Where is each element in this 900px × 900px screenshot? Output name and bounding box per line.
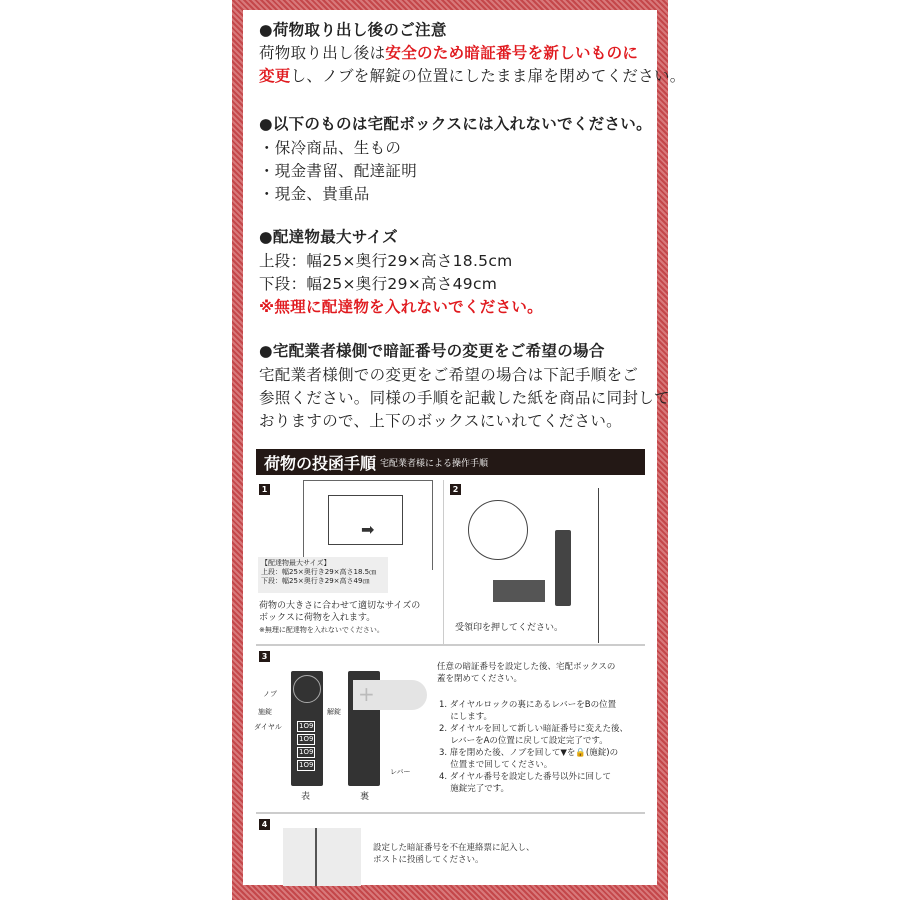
list-item: ・保冷商品、生もの bbox=[259, 139, 402, 157]
knob-icon bbox=[293, 675, 321, 703]
heading-prohibited: ●以下のものは宅配ボックスには入れないでください。 bbox=[259, 115, 652, 133]
upper-size: 上段：幅25×奥行29×高さ18.5cm bbox=[259, 252, 513, 270]
step1-note: ※無理に配達物を入れないでください。 bbox=[259, 626, 384, 634]
photo-fold bbox=[315, 828, 317, 886]
step4-text: ポストに投函してください。 bbox=[373, 855, 484, 865]
heading-code-change: ●宅配業者様側で暗証番号の変更をご希望の場合 bbox=[259, 342, 605, 360]
code-change-line: おりますので、上下のボックスにいれてください。 bbox=[259, 412, 622, 430]
procedure-subtitle: 宅配業者様による操作手順 bbox=[380, 459, 489, 469]
dial-value: 1O9 bbox=[299, 748, 314, 756]
hand-stamp-illustration bbox=[468, 500, 528, 560]
label-knob: ノブ bbox=[263, 690, 277, 698]
door-edge-illustration bbox=[598, 488, 599, 643]
code-change-line: 宅配業者様側での変更をご希望の場合は下記手順をご bbox=[259, 366, 639, 384]
divider bbox=[256, 812, 645, 814]
striped-border-frame bbox=[232, 0, 686, 900]
text: 荷物取り出し後は bbox=[259, 44, 386, 62]
size-info-box bbox=[258, 557, 388, 593]
red-emphasis: 変更 bbox=[259, 67, 291, 85]
dial-value: 1O9 bbox=[299, 735, 314, 743]
label-dial: ダイヤル bbox=[254, 723, 282, 731]
heading-max-size: ●配達物最大サイズ bbox=[259, 228, 398, 246]
stamp-tray-illustration bbox=[493, 580, 545, 602]
dial-lock-illustration bbox=[555, 530, 571, 606]
step3-instruction: にします。 bbox=[439, 712, 493, 722]
dial-value: 1O9 bbox=[299, 722, 314, 730]
label-back: 裏 bbox=[360, 792, 370, 802]
step3-instruction: 位置まで回してください。 bbox=[439, 760, 553, 770]
heading-after-pickup: ●荷物取り出し後のご注意 bbox=[259, 21, 447, 39]
code-change-line: 参照ください。同様の手順を記載した紙を商品に同封して bbox=[259, 389, 670, 407]
step4-text: 設定した暗証番号を不在連絡票に記入し、 bbox=[373, 843, 535, 853]
step3-instruction: 3. 扉を閉めた後、ノブを回して▼を🔒(施錠)の bbox=[439, 748, 619, 758]
step4-number: 4 bbox=[259, 819, 270, 830]
arrow-icon: ➡ bbox=[361, 520, 375, 539]
step3-instruction: 施錠完了です。 bbox=[439, 784, 510, 794]
step1-number: 1 bbox=[259, 484, 270, 495]
step3-number: 3 bbox=[259, 651, 270, 662]
red-emphasis: 安全のため暗証番号を新しいものに bbox=[385, 44, 639, 62]
size-info-title: 【配達物最大サイズ】 bbox=[261, 559, 331, 567]
text: し、ノブを解錠の位置にしたまま扉を閉めてください。 bbox=[290, 67, 686, 85]
procedure-title-bar bbox=[256, 449, 645, 475]
after-pickup-line1 bbox=[259, 42, 638, 65]
divider bbox=[256, 644, 645, 646]
step1-text: ボックスに荷物を入れます。 bbox=[259, 613, 376, 623]
after-pickup-line2 bbox=[259, 65, 686, 88]
step3-intro: 蓋を閉めてください。 bbox=[437, 674, 523, 684]
list-item: ・現金、貴重品 bbox=[259, 185, 370, 203]
step3-instruction: 4. ダイヤル番号を設定した番号以外に回して bbox=[439, 772, 612, 782]
step3-intro: 任意の暗証番号を設定した後、宅配ボックスの bbox=[437, 662, 616, 672]
lever-callout bbox=[353, 680, 427, 710]
lower-size: 下段：幅25×奥行29×高さ49cm bbox=[259, 275, 498, 293]
size-info-lower: 下段：幅25×奥行き29×高さ49㎝ bbox=[261, 577, 370, 585]
dial-value: 1O9 bbox=[299, 761, 314, 769]
label-front: 表 bbox=[301, 792, 311, 802]
list-item: ・現金書留、配達証明 bbox=[259, 162, 418, 180]
step2-number: 2 bbox=[450, 484, 461, 495]
step1-text: 荷物の大きさに合わせて適切なサイズの bbox=[259, 601, 421, 611]
label-unlock: 解錠 bbox=[327, 708, 341, 716]
label-lever: レバー bbox=[390, 768, 411, 776]
step3-instruction: レバーをAの位置に戻して設定完了です。 bbox=[439, 736, 608, 746]
label-lock: 施錠 bbox=[258, 708, 272, 716]
dial-lock-front bbox=[291, 671, 323, 786]
size-warning: ※無理に配達物を入れないでください。 bbox=[259, 298, 543, 316]
procedure-title: 荷物の投函手順 bbox=[264, 454, 377, 473]
plus-icon: + bbox=[358, 682, 375, 706]
step3-instruction: 2. ダイヤルを回して新しい暗証番号に変えた後、 bbox=[439, 724, 629, 734]
notice-slip-photo bbox=[283, 828, 361, 886]
size-info-upper: 上段：幅25×奥行き29×高さ18.5㎝ bbox=[261, 568, 377, 576]
divider bbox=[443, 480, 444, 645]
step3-instruction: 1. ダイヤルロックの裏にあるレバーをBの位置 bbox=[439, 700, 617, 710]
content-panel bbox=[243, 10, 686, 885]
step2-text: 受領印を押してください。 bbox=[455, 623, 564, 633]
